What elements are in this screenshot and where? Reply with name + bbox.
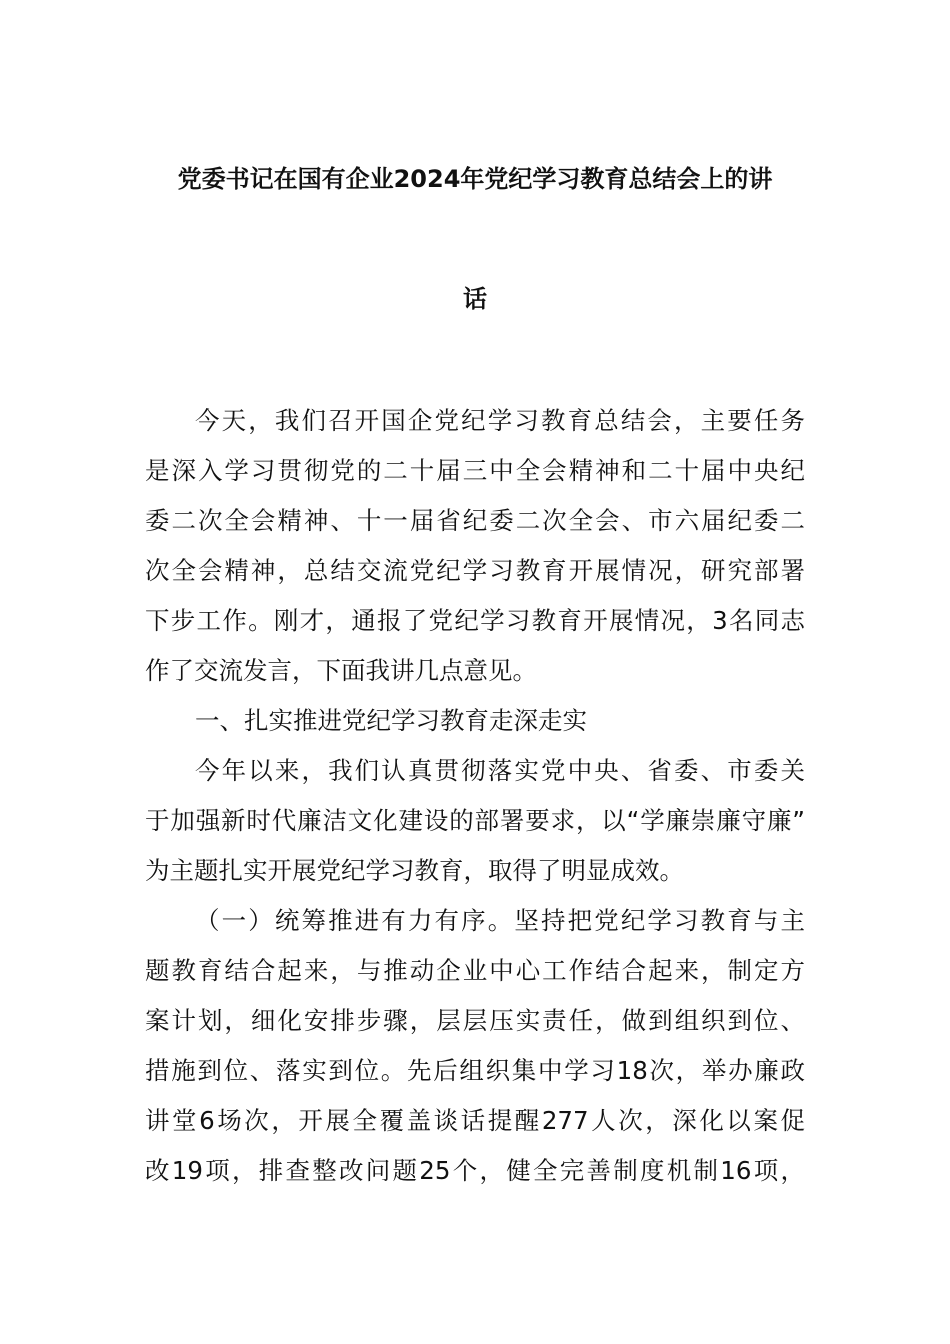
paragraph-line: 委二次全会精神、十一届省纪委二次全会、市六届纪委二 xyxy=(145,506,805,535)
paragraph-line: 题教育结合起来，与推动企业中心工作结合起来，制定方 xyxy=(145,956,805,985)
paragraph-line: （一）统筹推进有力有序。坚持把党纪学习教育与主 xyxy=(195,906,805,935)
paragraph-line: 作了交流发言，下面我讲几点意见。 xyxy=(145,656,537,685)
document-title-line-1: 党委书记在国有企业2024年党纪学习教育总结会上的讲 xyxy=(177,165,773,193)
paragraph-line: 下步工作。刚才，通报了党纪学习教育开展情况，3名同志 xyxy=(145,606,805,635)
paragraph-line: 案计划，细化安排步骤，层层压实责任，做到组织到位、 xyxy=(145,1006,805,1035)
paragraph-line: 措施到位、落实到位。先后组织集中学习18次，举办廉政 xyxy=(145,1056,805,1085)
paragraph-line: 今年以来，我们认真贯彻落实党中央、省委、市委关 xyxy=(195,756,805,785)
paragraph-line: 讲堂6场次，开展全覆盖谈话提醒277人次，深化以案促 xyxy=(145,1106,805,1135)
document-title-line-2: 话 xyxy=(463,285,487,313)
paragraph-line: 次全会精神，总结交流党纪学习教育开展情况，研究部署 xyxy=(145,556,805,585)
paragraph-line: 是深入学习贯彻党的二十届三中全会精神和二十届中央纪 xyxy=(145,456,805,485)
section-heading: 一、扎实推进党纪学习教育走深走实 xyxy=(195,706,587,735)
paragraph-line: 今天，我们召开国企党纪学习教育总结会，主要任务 xyxy=(195,406,805,435)
paragraph-line: 改19项，排查整改问题25个，健全完善制度机制16项， xyxy=(145,1156,805,1185)
paragraph-line: 为主题扎实开展党纪学习教育，取得了明显成效。 xyxy=(145,856,684,885)
paragraph-line: 于加强新时代廉洁文化建设的部署要求，以“学廉崇廉守廉” xyxy=(145,806,805,835)
